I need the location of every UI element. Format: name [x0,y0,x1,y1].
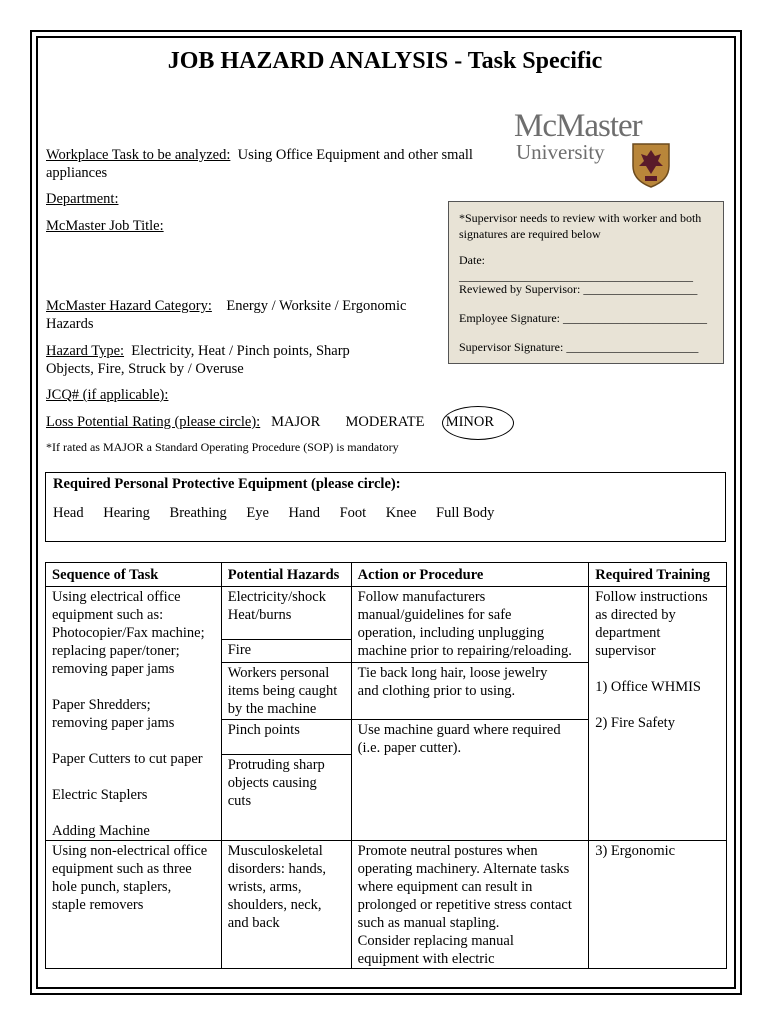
header-training: Required Training [589,563,727,587]
hazard-cell [221,587,351,640]
loss-moderate: MODERATE [345,414,425,430]
cell-line: and back [227,915,280,931]
cell-line: disorders: hands, [227,861,326,877]
ppe-box [45,472,726,542]
minor-circle-mark [442,406,514,440]
cell-line: shoulders, neck, [227,897,322,913]
task-value: Using Office Equipment and other small [237,147,473,163]
task-field [46,146,473,182]
cell-line: Promote neutral postures when [357,843,538,859]
hazard-cell [221,640,351,663]
cell-line [595,660,720,678]
cell-line: Workers personal [227,665,330,681]
cell-line [52,732,215,750]
hazard-category-label: McMaster Hazard Category: [46,298,212,314]
table-header-row [46,563,727,587]
cell-line: manual/guidelines for safe [357,607,512,623]
ppe-items [53,505,510,522]
mcmaster-logo [514,108,674,188]
cell-line: as directed by [595,607,676,623]
cell-line: items being caught [227,683,338,699]
cell-line: machine prior to repairing/reloading. [357,643,572,659]
hazard-category-field [46,297,406,333]
cell-line: hole punch, staplers, [52,879,172,895]
date-line[interactable]: Date: _______________________________________ [459,253,693,283]
cell-line: Fire [227,642,252,658]
jcq-label: JCQ# (if applicable): [46,387,169,403]
ppe-item-eye[interactable]: Eye [246,505,269,521]
ppe-item-knee[interactable]: Knee [385,505,417,521]
cell-line: 1) Office WHMIS [595,679,701,695]
ppe-item-full-body[interactable]: Full Body [436,505,495,521]
cell-line: Electric Staplers [52,787,148,803]
sequence-cell [46,587,222,841]
cell-line: Use machine guard where required [357,722,561,738]
reviewed-by-line[interactable]: Reviewed by Supervisor: ___________________ [459,282,698,296]
table-row [46,841,727,969]
ppe-item-breathing[interactable]: Breathing [169,505,227,521]
hazard-type-value-cont: Objects, Fire, Struck by / Overuse [46,361,244,377]
cell-line: Paper Cutters to cut paper [52,751,203,767]
cell-line: Using non-electrical office [52,843,208,859]
cell-line: Using electrical office [52,589,181,605]
task-value-cont: appliances [46,165,108,181]
action-cell [351,720,589,841]
cell-line: Electricity/shock [227,589,326,605]
cell-line: prolonged or repetitive stress contact [357,897,572,913]
task-label: Workplace Task to be analyzed: [46,147,231,163]
cell-line: cuts [227,793,252,809]
hazard-category-value: Energy / Worksite / Ergonomic [226,298,407,314]
cell-line: (i.e. paper cutter). [357,740,462,756]
job-title-field [46,217,164,235]
supervisor-signature-box [448,201,724,364]
cell-line: Musculoskeletal [227,843,323,859]
cell-line: Pinch points [227,722,300,738]
cell-line: objects causing [227,775,317,791]
cell-line: equipment such as: [52,607,164,623]
cell-line: operating machinery. Alternate tasks [357,861,570,877]
hazard-type-field [46,342,350,378]
loss-label: Loss Potential Rating (please circle): [46,414,261,430]
loss-minor: MINOR [445,414,495,430]
cell-line [595,696,720,714]
crest-icon [631,142,671,188]
hazard-cell [221,841,351,969]
cell-line [52,678,215,696]
cell-line: 3) Ergonomic [595,843,676,859]
sequence-cell [46,841,222,969]
logo-subtitle: University [516,140,605,164]
action-cell [351,587,589,663]
cell-line: Heat/burns [227,607,292,623]
action-cell [351,841,589,969]
cell-line: Tie back long hair, loose jewelry [357,665,548,681]
employee-signature-line[interactable]: Employee Signature: ________________________ [459,311,707,325]
cell-line: Protruding sharp [227,757,325,773]
cell-line: removing paper jams [52,661,175,677]
cell-line: supervisor [595,643,656,659]
ppe-item-foot[interactable]: Foot [339,505,367,521]
cell-line: Consider replacing manual [357,933,514,949]
cell-line: Follow manufacturers [357,589,486,605]
department-label: Department: [46,191,119,207]
table-row [46,587,727,640]
cell-line: Follow instructions [595,589,708,605]
hazard-type-label: Hazard Type: [46,343,125,359]
header-sequence: Sequence of Task [46,563,222,587]
header-hazards: Potential Hazards [221,563,351,587]
cell-line [52,804,215,822]
ppe-item-hand[interactable]: Hand [288,505,320,521]
page-title: JOB HAZARD ANALYSIS - Task Specific [167,48,603,74]
cell-line: wrists, arms, [227,879,302,895]
cell-line: where equipment can result in [357,879,533,895]
cell-line: equipment such as three [52,861,192,877]
cell-line: department [595,625,661,641]
cell-line [52,768,215,786]
training-cell [589,841,727,969]
header-action: Action or Procedure [351,563,589,587]
ppe-item-hearing[interactable]: Hearing [103,505,150,521]
hazard-category-value-cont: Hazards [46,316,94,332]
hazard-cell [221,720,351,755]
cell-line: Paper Shredders; [52,697,151,713]
cell-line: and clothing prior to using. [357,683,516,699]
cell-line: removing paper jams [52,715,175,731]
hazard-type-value: Electricity, Heat / Pinch points, Sharp [131,343,350,359]
cell-line: such as manual stapling. [357,915,500,931]
department-field [46,190,118,208]
supervisor-note: *Supervisor needs to review with worker and both signatures are required below [459,211,702,241]
sop-note: *If rated as MAJOR a Standard Operating Procedure (SOP) is mandatory [46,440,399,454]
cell-line: staple removers [52,897,144,913]
logo-wordmark: McMaster [514,108,642,144]
cell-line: Photocopier/Fax machine; [52,625,205,641]
loss-major: MAJOR [271,414,321,430]
hazard-cell [221,755,351,841]
cell-line: replacing paper/toner; [52,643,180,659]
job-title-label: McMaster Job Title: [46,218,164,234]
task-hazard-table [45,562,727,969]
cell-line: operation, including unplugging [357,625,545,641]
action-cell [351,663,589,720]
hazard-cell [221,663,351,720]
cell-line: by the machine [227,701,317,717]
cell-line: equipment with electric [357,951,495,967]
training-cell [589,587,727,841]
jcq-field [46,386,168,404]
ppe-title: Required Personal Protective Equipment (please circle): [53,476,401,492]
cell-line: 2) Fire Safety [595,715,675,731]
ppe-item-head[interactable]: Head [53,505,84,521]
supervisor-signature-line[interactable]: Supervisor Signature: ______________________ [459,340,699,354]
cell-line: Adding Machine [52,823,150,839]
